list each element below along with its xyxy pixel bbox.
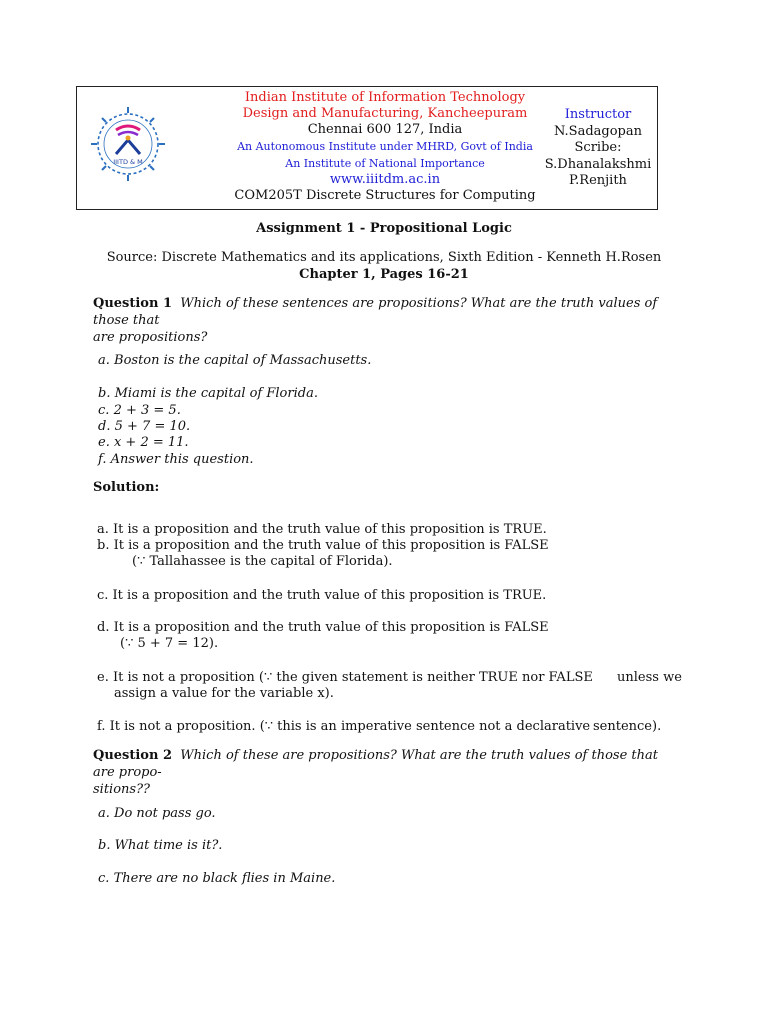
source-line: Source: Discrete Mathematics and its applications, Sixth Edition - Kenneth H.Rosen xyxy=(106,250,662,265)
scribe-name-1: S.Dhanalakshmi xyxy=(544,156,652,172)
solution-b: b. It is a proposition and the truth value of this proposition is FALSE xyxy=(97,538,549,553)
question-2-text-line2: sitions?? xyxy=(93,782,151,797)
website-link[interactable]: www.iiitdm.ac.in xyxy=(329,172,441,187)
chapter-line: Chapter 1, Pages 16-21 xyxy=(299,267,469,282)
q1-item-f: f. Answer this question. xyxy=(98,452,254,467)
question-2-label: Question 2 xyxy=(93,748,173,763)
solution-d-reason: (∵ 5 + 7 = 12). xyxy=(120,636,219,651)
scribe-label: Scribe: xyxy=(574,140,622,155)
institute-name-line1: Indian Institute of Information Technology xyxy=(244,90,526,105)
q1-item-b: b. Miami is the capital of Florida. xyxy=(98,386,318,401)
importance-note: An Institute of National Importance xyxy=(285,157,485,170)
question-2 xyxy=(93,747,679,798)
solution-e-line2: assign a value for the variable x). xyxy=(114,686,334,701)
solution-e-part1: e. It is not a proposition (∵ the given statement is neither TRUE nor FALSE xyxy=(97,670,593,685)
institute-address: Chennai 600 127, India xyxy=(307,122,463,137)
q2-item-c: c. There are no black flies in Maine. xyxy=(98,871,336,886)
logo-text: IIITD & M xyxy=(113,158,143,166)
solution-e-part2: unless we xyxy=(617,670,682,685)
course-title: COM205T Discrete Structures for Computing xyxy=(234,188,536,203)
q2-item-b: b. What time is it?. xyxy=(98,838,223,853)
instructor-label: Instructor xyxy=(564,107,632,122)
q1-item-c: c. 2 + 3 = 5. xyxy=(98,403,181,418)
question-1-text-line1: Which of these sentences are propositions? What are the truth values of those that xyxy=(93,296,658,328)
question-1-text-line2: are propositions? xyxy=(93,330,208,345)
solution-b-reason: (∵ Tallahassee is the capital of Florida). xyxy=(132,554,393,569)
question-1-label: Question 1 xyxy=(93,296,173,311)
institute-logo xyxy=(88,104,168,184)
question-1 xyxy=(93,295,679,346)
institute-name-line2: Design and Manufacturing, Kancheepuram xyxy=(242,106,528,121)
assignment-title: Assignment 1 - Propositional Logic xyxy=(256,221,512,236)
q1-item-a: a. Boston is the capital of Massachusetts. xyxy=(98,353,372,368)
solution-f-part1: f. It is not a proposition. (∵ this is an imperative sentence not a declarative xyxy=(97,719,591,734)
solution-f-part2: sentence). xyxy=(593,719,662,734)
solution-a: a. It is a proposition and the truth value of this proposition is TRUE. xyxy=(97,522,547,537)
q1-item-d: d. 5 + 7 = 10. xyxy=(98,419,191,434)
autonomous-note: An Autonomous Institute under MHRD, Govt of India xyxy=(237,140,533,153)
header-center xyxy=(228,90,542,204)
solution-c: c. It is a proposition and the truth value of this proposition is TRUE. xyxy=(97,588,547,603)
q2-item-a: a. Do not pass go. xyxy=(98,806,216,821)
solution-d: d. It is a proposition and the truth value of this proposition is FALSE xyxy=(97,620,549,635)
q1-item-e: e. x + 2 = 11. xyxy=(98,435,189,450)
instructor-name: N.Sadagopan xyxy=(554,123,642,139)
solution-label: Solution: xyxy=(93,480,160,495)
question-2-text-line1: Which of these are propositions? What are the truth values of those that are propo- xyxy=(93,748,658,780)
scribe-name-2: P.Renjith xyxy=(569,173,627,188)
header-right xyxy=(540,107,656,190)
